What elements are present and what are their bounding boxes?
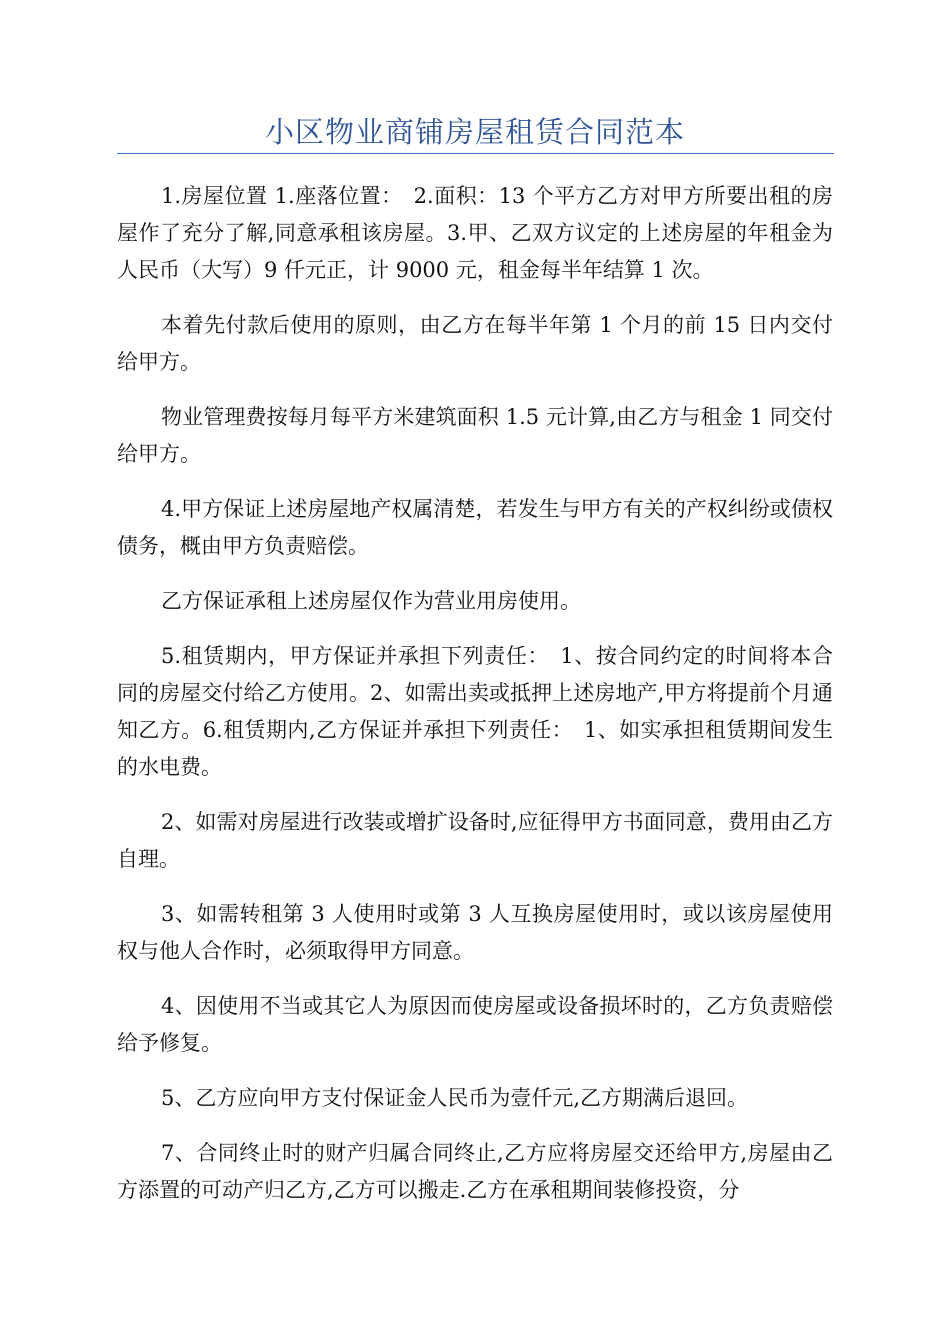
- document-body: [117, 178, 833, 1227]
- paragraph-usage-guarantee: 乙方保证承租上述房屋仅作为营业用房使用。: [161, 589, 581, 613]
- paragraph-sublease: 3、如需转租第 3 人使用时或第 3 人互换房屋使用时，或以该房屋使用权与他人合作时，必须取得甲方同意。: [117, 902, 833, 963]
- paragraph-ownership-guarantee: 4.甲方保证上述房屋地产权属清楚，若发生与甲方有关的产权纠纷或债权债务，概由甲方负责赔偿。: [117, 497, 833, 558]
- paragraph-damage: 4、因使用不当或其它人为原因而使房屋或设备损坏时的，乙方负责赔偿给予修复。: [117, 994, 833, 1055]
- title-underline: [117, 153, 834, 154]
- paragraph-modification: 2、如需对房屋进行改装或增扩设备时,应征得甲方书面同意，费用由乙方自理。: [117, 810, 833, 871]
- paragraph-deposit: 5、乙方应向甲方支付保证金人民币为壹仟元,乙方期满后退回。: [161, 1086, 749, 1110]
- paragraph-responsibilities: 5.租赁期内，甲方保证并承担下列责任： 1、按合同约定的时间将本合同的房屋交付给乙方使用。2、如需出卖或抵押上述房地产,甲方将提前个月通知乙方。6.租赁期内,乙方保证并承担下列责任： 1、如实承担租赁期间发生的水电费。: [117, 644, 833, 779]
- paragraph-payment-timing: 本着先付款后使用的原则，由乙方在每半年第 1 个月的前 15 日内交付给甲方。: [117, 313, 833, 374]
- document-title: 小区物业商铺房屋租赁合同范本: [264, 115, 685, 149]
- paragraph-location-area-rent: 1.房屋位置 1.座落位置： 2.面积：13 个平方乙方对甲方所要出租的房屋作了充分了解,同意承租该房屋。3.甲、乙双方议定的上述房屋的年租金为人民币（大写）9 仟元正，计 9000 元，租金每半年结算 1 次。: [117, 184, 833, 282]
- paragraph-termination: 7、合同终止时的财产归属合同终止,乙方应将房屋交还给甲方,房屋由乙方添置的可动产归乙方,乙方可以搬走.乙方在承租期间装修投资，分: [117, 1141, 833, 1202]
- paragraph-property-fee: 物业管理费按每月每平方米建筑面积 1.5 元计算,由乙方与租金 1 同交付给甲方。: [117, 405, 833, 466]
